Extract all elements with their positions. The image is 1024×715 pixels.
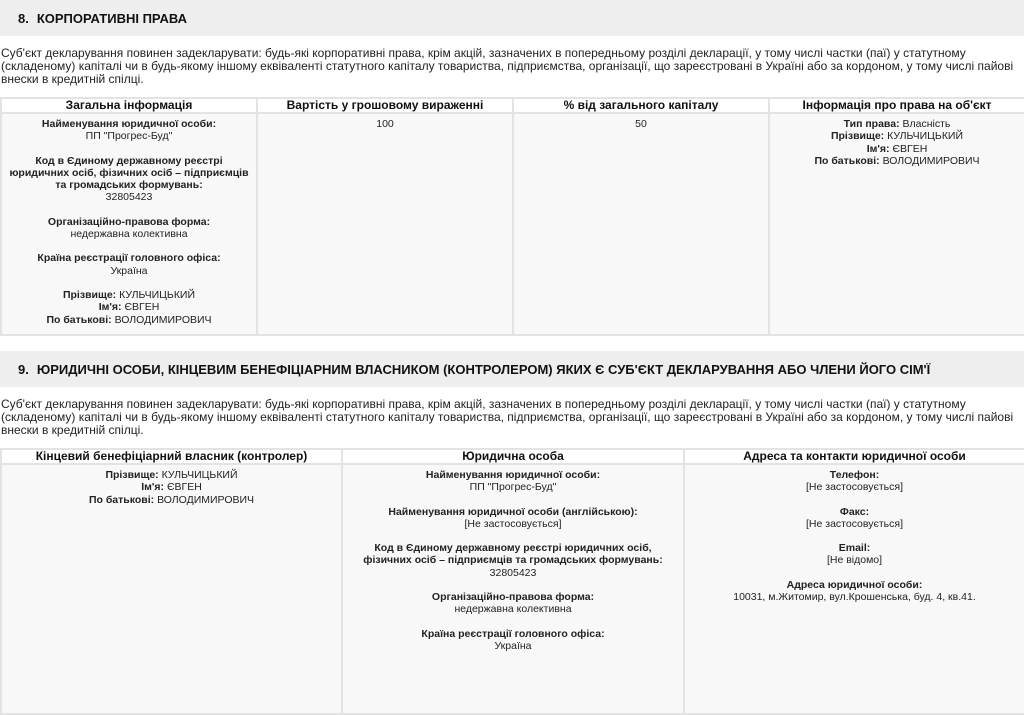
surname-value: КУЛЬЧИЦЬКИЙ <box>119 288 196 301</box>
entity-name-en-value: [Не застосовується] <box>464 517 562 530</box>
registry-code-value: 32805423 <box>489 566 537 579</box>
section-intro: Суб'єкт декларування повинен задекларувати: будь-які корпоративні права, крім акцій, зазначених в попередньому розділі декларації, у тому числі частки (паї) у статутному (складеному) капіталі чи в будь-якому іншому еквіваленті статутного капіталу товариства, підприємства, організації, що зареєстровані в Україні або за кордоном, у тому числі пайові внески в кредитній спілці. <box>1 397 1014 437</box>
patronymic-label: По батькові: <box>88 493 155 506</box>
legal-form-value: недержавна колективна <box>454 603 572 616</box>
firstname-label: Ім'я: <box>866 142 890 155</box>
registration-country-value: Україна <box>110 264 148 277</box>
section-title: КОРПОРАТИВНІ ПРАВА <box>36 10 187 26</box>
corporate-rights-table <box>0 97 1024 336</box>
phone-value: [Не застосовується] <box>806 481 903 494</box>
monetary-value: 100 <box>376 118 394 130</box>
registration-country-value: Україна <box>494 639 532 652</box>
right-type-value: Власність <box>902 118 951 130</box>
registration-country-label: Країна реєстрації головного офіса: <box>37 252 221 265</box>
patronymic-value: ВОЛОДИМИРОВИЧ <box>157 493 255 506</box>
capital-percent-value: 50 <box>635 118 647 130</box>
surname-label: Прізвище: <box>62 288 117 301</box>
firstname-label: Ім'я: <box>141 481 165 494</box>
entity-name-value: ПП "Прогрес-Буд" <box>469 481 557 494</box>
registry-code-label: Код в Єдиному державному реєстрі юридичних осіб, фізичних осіб – підприємців та громадських формувань: <box>9 154 249 192</box>
fax-value: [Не застосовується] <box>806 517 903 530</box>
legal-entity-cell <box>342 464 684 714</box>
section-beneficial-ownership <box>0 351 1024 715</box>
section-header <box>0 0 1024 36</box>
column-header-rights-info: Інформація про права на об'єкт <box>769 98 1024 113</box>
surname-label: Прізвище: <box>830 130 885 143</box>
patronymic-label: По батькові: <box>814 154 880 167</box>
general-info-cell <box>1 113 257 335</box>
entity-name-value: ПП "Прогрес-Буд" <box>85 130 173 143</box>
email-label: Email: <box>838 542 871 555</box>
entity-name-en-label: Найменування юридичної особи (англійською): <box>388 505 638 518</box>
legal-form-value: недержавна колективна <box>70 228 188 241</box>
registry-code-label: Код в Єдиному державному реєстрі юридичних осіб, фізичних осіб – підприємців та громадських формувань: <box>363 542 663 567</box>
entity-contacts-cell <box>684 464 1024 714</box>
registration-country-label: Країна реєстрації головного офіса: <box>421 627 605 640</box>
column-header-legal-entity: Юридична особа <box>342 449 684 464</box>
section-corporate-rights <box>0 0 1024 336</box>
firstname-value: ЄВГЕН <box>892 142 928 155</box>
beneficial-ownership-table <box>0 448 1024 715</box>
phone-label: Телефон: <box>829 469 880 481</box>
beneficial-owner-cell <box>1 464 342 714</box>
capital-percent-cell <box>513 113 769 335</box>
firstname-value: ЄВГЕН <box>124 301 160 314</box>
section-title: ЮРИДИЧНІ ОСОБИ, КІНЦЕВИМ БЕНЕФІЦІАРНИМ ВЛАСНИКОМ (КОНТРОЛЕРОМ) ЯКИХ Є СУБ'ЄКТ ДЕКЛАРУВАННЯ АБО ЧЛЕНИ ЙОГО СІМ'Ї <box>36 361 931 377</box>
legal-form-label: Організаційно-правова форма: <box>431 591 595 604</box>
firstname-label: Ім'я: <box>98 301 122 314</box>
column-header-monetary-value: Вартість у грошовому вираженні <box>257 98 513 113</box>
rights-info-cell <box>769 113 1024 335</box>
column-header-general-info: Загальна інформація <box>1 98 257 113</box>
firstname-value: ЄВГЕН <box>166 481 202 494</box>
patronymic-value: ВОЛОДИМИРОВИЧ <box>114 313 212 326</box>
legal-form-label: Організаційно-правова форма: <box>47 215 211 228</box>
monetary-value-cell <box>257 113 513 335</box>
table-row <box>1 113 1024 335</box>
entity-name-label: Найменування юридичної особи: <box>41 118 217 130</box>
fax-label: Факс: <box>839 505 870 518</box>
right-type-label: Тип права: <box>843 118 900 130</box>
patronymic-value: ВОЛОДИМИРОВИЧ <box>882 154 980 167</box>
column-header-entity-contacts: Адреса та контакти юридичної особи <box>684 449 1024 464</box>
column-header-beneficial-owner: Кінцевий бенефіціарний власник (контролер) <box>1 449 342 464</box>
column-header-capital-percent: % від загального капіталу <box>513 98 769 113</box>
patronymic-label: По батькові: <box>46 313 112 326</box>
section-number: 8. <box>18 10 29 26</box>
entity-name-label: Найменування юридичної особи: <box>425 469 601 481</box>
registry-code-value: 32805423 <box>105 191 153 204</box>
email-value: [Не відомо] <box>826 554 883 567</box>
address-value: 10031, м.Житомир, вул.Крошенська, буд. 4, кв.41. <box>733 591 976 604</box>
table-header-row <box>1 98 1024 113</box>
surname-value: КУЛЬЧИЦЬКИЙ <box>161 469 238 481</box>
surname-value: КУЛЬЧИЦЬКИЙ <box>887 130 964 143</box>
table-row <box>1 464 1024 714</box>
section-intro: Суб'єкт декларування повинен задекларувати: будь-які корпоративні права, крім акцій, зазначених в попередньому розділі декларації, у тому числі частки (паї) у статутному (складеному) капіталі чи в будь-якому іншому еквіваленті статутного капіталу товариства, підприємства, організації, що зареєстровані в Україні або за кордоном, у тому числі пайові внески в кредитній спілці. <box>1 46 1014 86</box>
address-label: Адреса юридичної особи: <box>786 578 923 591</box>
section-number: 9. <box>18 361 29 377</box>
surname-label: Прізвище: <box>105 469 159 481</box>
section-header <box>0 351 1024 387</box>
table-header-row <box>1 449 1024 464</box>
